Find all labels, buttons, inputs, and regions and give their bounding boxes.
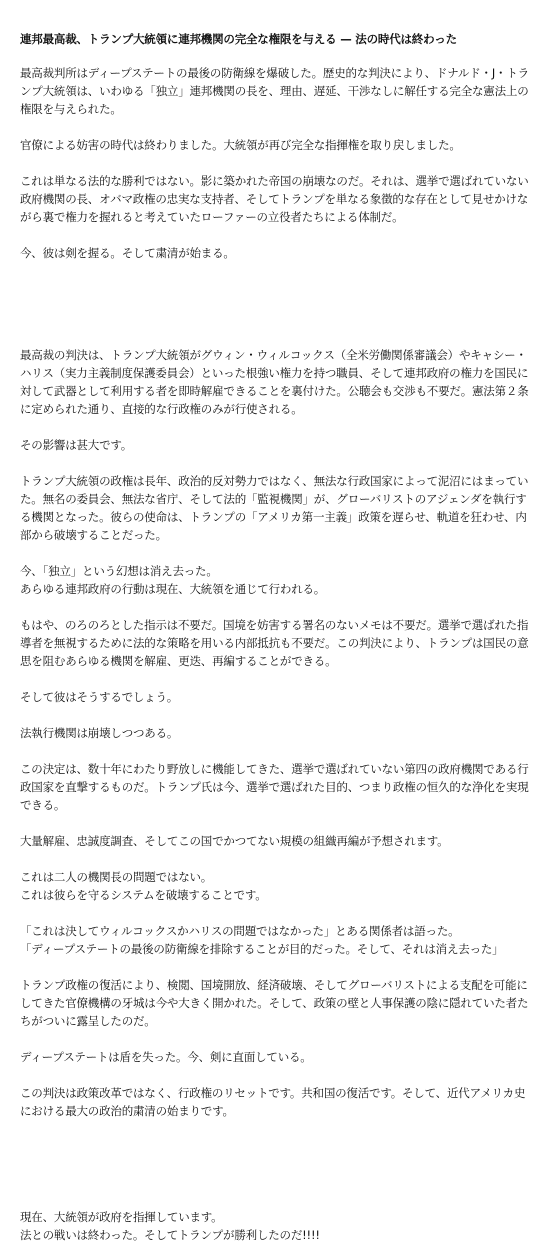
paragraph: 最高裁判所はディープステートの最後の防衛線を爆破した。歴史的な判決により、ドナルド・J・トランプ大統領は、いわゆる「独立」連邦機関の長を、理由、遅延、干渉なしに解任する完全な憲法上の権限を与えられた。 — [20, 66, 529, 116]
paragraph: その影響は甚大です。 — [20, 438, 133, 452]
paragraph: そして彼はそうするでしょう。 — [20, 690, 179, 704]
paragraph: トランプ大統領の政権は長年、政治的反対勢力ではなく、無法な行政国家によって泥沼にはまっていた。無名の委員会、無法な省庁、そして法的「監視機関」が、グローバリストのアジェンダを執行する機関となった。彼らの使命は、トランプの「アメリカ第一主義」政策を遅らせ、軌道を狂わせ、内部から破壊することだった。 — [20, 474, 529, 542]
paragraph: 法執行機関は崩壊しつつある。 — [20, 726, 179, 740]
paragraph: 官僚による妨害の時代は終わりました。大統領が再び完全な指揮権を取り戻しました。 — [20, 138, 461, 152]
blank-gap — [20, 1138, 531, 1208]
paragraph: 最高裁の判決は、トランプ大統領がグウィン・ウィルコックス（全米労働関係審議会）やキャシー・ハリス（実力主義制度保護委員会）といった根強い権力を持つ職員、そして連邦政府の権力を国民に対して武器として利用する者を即時解雇できることを裏付けた。公聴会も交渉も不要だ。憲法第２条に定められた通り、直接的な行政権のみが行使される。 — [20, 348, 529, 416]
paragraph: トランプ政権の復活により、検閲、国境開放、経済破壊、そしてグローバリストによる支配を可能にしてきた官僚機構の牙城は今や大きく開かれた。そして、政策の壁と人事保護の陰に隠れていた者たちがついに露呈したのだ。 — [20, 978, 529, 1028]
blank-gap — [20, 280, 531, 346]
paragraph-multiline — [20, 868, 531, 904]
article-title: 連邦最高裁、トランプ大統領に連邦機関の完全な権限を与える — 法の時代は終わった — [20, 32, 457, 46]
text-line: これは彼らを守るシステムを破壊することです。 — [20, 888, 267, 902]
paragraph: これは単なる法的な勝利ではない。影に築かれた帝国の崩壊なのだ。それは、選挙で選ばれていない政府機関の長、オバマ政権の忠実な支持者、そしてトランプを単なる象徴的な存在として見せかけながら裏で権力を握れると考えていたローファーの立役者たちによる体制だ。 — [20, 174, 529, 224]
paragraph: この判決は政策改革ではなく、行政権のリセットです。共和国の復活です。そして、近代アメリカ史における最大の政治的粛清の始まりです。 — [20, 1086, 526, 1118]
quote-line: 「これは決してウィルコックスかハリスの問題ではなかった」とある関係者は語った。 — [20, 924, 460, 938]
quote-line: 「ディープステートの最後の防衛線を排除することが目的だった。そして、それは消え去った」 — [20, 942, 504, 956]
text-line: あらゆる連邦政府の行動は現在、大統領を通じて行われる。 — [20, 582, 326, 596]
paragraph: 大量解雇、忠誠度調査、そしてこの国でかつてない規模の組織再編が予想されます。 — [20, 834, 449, 848]
paragraph: もはや、のろのろとした指示は不要だ。国境を妨害する署名のないメモは不要だ。選挙で選ばれた指導者を無視するために法的な策略を用いる内部抵抗も不要だ。この判決により、トランプは国民の意思を阻むあらゆる機関を解雇、更迭、再編することができる。 — [20, 618, 529, 668]
closing-line: 現在、大統領が政府を指揮しています。 — [20, 1210, 223, 1224]
paragraph: ディープステートは盾を失った。今、剣に直面している。 — [20, 1050, 312, 1064]
quote-block — [20, 922, 531, 958]
text-line: 今、「独立」という幻想は消え去った。 — [20, 564, 218, 578]
paragraph-multiline — [20, 562, 531, 598]
text-line: これは二人の機関長の問題ではない。 — [20, 870, 213, 884]
closing-block — [20, 1208, 531, 1244]
paragraph: この決定は、数十年にわたり野放しに機能してきた、選挙で選ばれていない第四の政府機関である行政国家を直撃するものだ。トランプ氏は今、選挙で選ばれた目的、つまり政権の恒久的な浄化を実現できる。 — [20, 762, 529, 812]
paragraph: 今、彼は剣を握る。そして粛清が始まる。 — [20, 246, 235, 260]
closing-line: 法との戦いは終わった。そしてトランプが勝利したのだ!!!! — [20, 1228, 320, 1242]
